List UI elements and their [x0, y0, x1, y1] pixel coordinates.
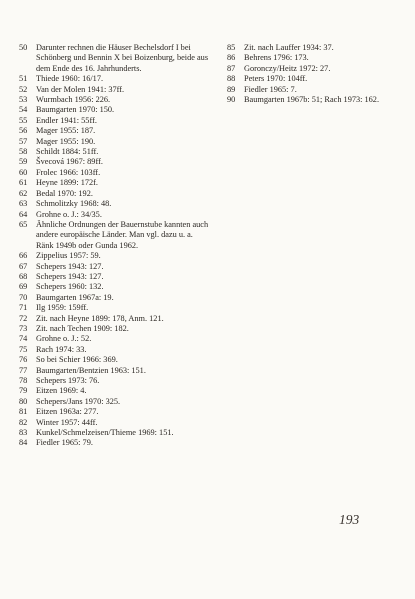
footnote	[19, 438, 209, 448]
footnote	[19, 366, 209, 376]
footnote	[19, 116, 209, 126]
footnote-number: 79	[19, 386, 28, 396]
footnote	[19, 85, 209, 95]
footnote	[19, 137, 209, 147]
footnote-number: 55	[19, 115, 28, 125]
footnote	[19, 293, 209, 303]
footnote-text: Schildt 1884: 51ff.	[36, 147, 99, 157]
footnote	[19, 251, 209, 261]
footnote-text: Behrens 1796: 173.	[244, 53, 309, 63]
footnote-text: Baumgarten 1967a: 19.	[36, 292, 114, 302]
footnote	[19, 345, 209, 355]
footnote-number: 76	[19, 355, 28, 365]
footnote-number: 70	[19, 292, 28, 302]
footnote-text: Goronczy/Heitz 1972: 27.	[244, 63, 331, 73]
footnote	[19, 386, 209, 396]
footnote-text: Zit. nach Lauffer 1934: 37.	[244, 43, 334, 52]
footnote-number: 85	[227, 43, 236, 52]
footnote-text: Thiede 1960: 16/17.	[36, 74, 104, 84]
footnote-number: 83	[19, 428, 28, 438]
footnote-text: Schepers 1943: 127.	[36, 261, 104, 271]
footnote-text: Van der Molen 1941: 37ff.	[36, 84, 125, 94]
footnote-text: Rach 1974: 33.	[36, 344, 87, 354]
footnote	[227, 53, 407, 63]
notes-column-left	[19, 43, 209, 449]
footnote-text: Wurmbach 1956: 226.	[36, 95, 111, 105]
footnote-text: Baumgarten/Bentzien 1963: 151.	[36, 365, 146, 375]
footnote-number: 80	[19, 396, 28, 406]
footnote-number: 77	[19, 365, 28, 375]
footnote-number: 78	[19, 376, 28, 385]
footnote-number: 71	[19, 303, 28, 313]
footnote-text: Schepers 1943: 127.	[36, 271, 104, 281]
footnote-number: 73	[19, 323, 28, 333]
footnote	[19, 428, 209, 438]
footnote-text: Endler 1941: 55ff.	[36, 115, 97, 125]
footnote	[19, 334, 209, 344]
footnote-text: Eitzen 1969: 4.	[36, 386, 87, 396]
footnote-text: Ähnliche Ordnungen der Bauernstube kannten auch andere europäische Länder. Man vgl. dazu u. a. Ränk 1949b oder Gunda 1962.	[36, 219, 209, 250]
footnote-text: Zippelius 1957: 59.	[36, 251, 101, 261]
footnote-number: 66	[19, 251, 28, 261]
footnote-number: 86	[227, 53, 236, 63]
footnote-number: 60	[19, 167, 28, 177]
footnote	[19, 272, 209, 282]
footnote-text: Peters 1970: 104ff.	[244, 74, 308, 84]
footnote	[19, 178, 209, 188]
footnote	[227, 43, 407, 53]
footnote-text: Baumgarten 1970: 150.	[36, 105, 115, 115]
footnote-text: Ilg 1959: 159ff.	[36, 303, 89, 313]
footnote	[19, 43, 209, 74]
footnote-number: 56	[19, 126, 28, 136]
footnote	[227, 85, 407, 95]
footnote	[19, 168, 209, 178]
footnote-text: Heyne 1899: 172f.	[36, 178, 98, 188]
footnote-text: Schepers/Jans 1970: 325.	[36, 396, 121, 406]
footnote-text: Kunkel/Schmelzeisen/Thieme 1969: 151.	[36, 428, 174, 438]
footnote	[19, 220, 209, 251]
footnote-text: So bei Schier 1966: 369.	[36, 355, 118, 365]
footnote	[227, 95, 407, 105]
footnote-text: Mager 1955: 187.	[36, 126, 96, 136]
footnote	[19, 126, 209, 136]
footnote-number: 84	[19, 438, 28, 448]
footnote-number: 74	[19, 334, 28, 344]
footnote-text: Mager 1955: 190.	[36, 136, 96, 146]
footnote	[19, 376, 209, 386]
footnote-number: 88	[227, 74, 236, 84]
footnote-text: Grohne o. J.: 34/35.	[36, 209, 102, 219]
footnote-text: Švecová 1967: 89ff.	[36, 157, 103, 167]
footnote	[19, 74, 209, 84]
footnote-text: Zit. nach Techen 1909: 182.	[36, 323, 129, 333]
footnote-text: Winter 1957: 44ff.	[36, 417, 98, 427]
footnote	[19, 324, 209, 334]
footnote-text: Schmolitzky 1968: 48.	[36, 199, 112, 209]
footnote	[19, 199, 209, 209]
page-number: 193	[339, 512, 360, 527]
footnote	[227, 64, 407, 74]
footnote-text: Schepers 1960: 132.	[36, 282, 104, 292]
footnote	[19, 157, 209, 167]
footnote	[19, 418, 209, 428]
footnote-number: 90	[227, 95, 236, 105]
footnote	[19, 303, 209, 313]
footnote-text: Darunter rechnen die Häuser Bechelsdorf I bei Schönberg und Bennin X bei Boizenburg, beide aus dem Ende des 16. Jahrhunderts.	[36, 43, 209, 73]
footnote-number: 89	[227, 84, 236, 94]
footnote-number: 64	[19, 209, 28, 219]
footnote-number: 61	[19, 178, 28, 188]
footnote-number: 65	[19, 219, 28, 229]
footnote	[19, 95, 209, 105]
footnote	[19, 355, 209, 365]
footnote-number: 57	[19, 136, 28, 146]
footnote-number: 82	[19, 417, 28, 427]
footnote	[19, 105, 209, 115]
footnote-number: 50	[19, 43, 28, 52]
footnote	[19, 314, 209, 324]
footnote-text: Grohne o. J.: 52.	[36, 334, 92, 344]
footnote-text: Baumgarten 1967b: 51; Rach 1973: 162.	[244, 95, 380, 105]
footnote	[19, 262, 209, 272]
footnote-text: Schepers 1973: 76.	[36, 376, 100, 385]
footnote-number: 72	[19, 313, 28, 323]
footnote-number: 69	[19, 282, 28, 292]
footnote-text: Zit. nach Heyne 1899: 178, Anm. 121.	[36, 313, 164, 323]
footnote-text: Frolec 1966: 103ff.	[36, 167, 101, 177]
footnote-number: 81	[19, 407, 28, 417]
footnote-text: Fiedler 1965: 79.	[36, 438, 93, 448]
footnote	[19, 189, 209, 199]
footnote-number: 53	[19, 95, 28, 105]
footnote-number: 52	[19, 84, 28, 94]
footnote	[19, 210, 209, 220]
footnote	[19, 407, 209, 417]
footnote-text: Eitzen 1963a: 277.	[36, 407, 99, 417]
footnote-text: Fiedler 1965: 7.	[244, 84, 297, 94]
footnote-number: 59	[19, 157, 28, 167]
footnote-number: 51	[19, 74, 28, 84]
footnote-number: 63	[19, 199, 28, 209]
footnote-text: Bedal 1970: 192.	[36, 188, 93, 198]
footnote-number: 67	[19, 261, 28, 271]
footnote-number: 62	[19, 188, 28, 198]
footnote	[227, 74, 407, 84]
footnote-number: 68	[19, 271, 28, 281]
footnote	[19, 282, 209, 292]
footnote-number: 87	[227, 63, 236, 73]
footnote	[19, 147, 209, 157]
footnote	[19, 397, 209, 407]
notes-column-right	[227, 43, 407, 105]
footnote-number: 54	[19, 105, 28, 115]
footnote-number: 58	[19, 147, 28, 157]
footnote-number: 75	[19, 344, 28, 354]
